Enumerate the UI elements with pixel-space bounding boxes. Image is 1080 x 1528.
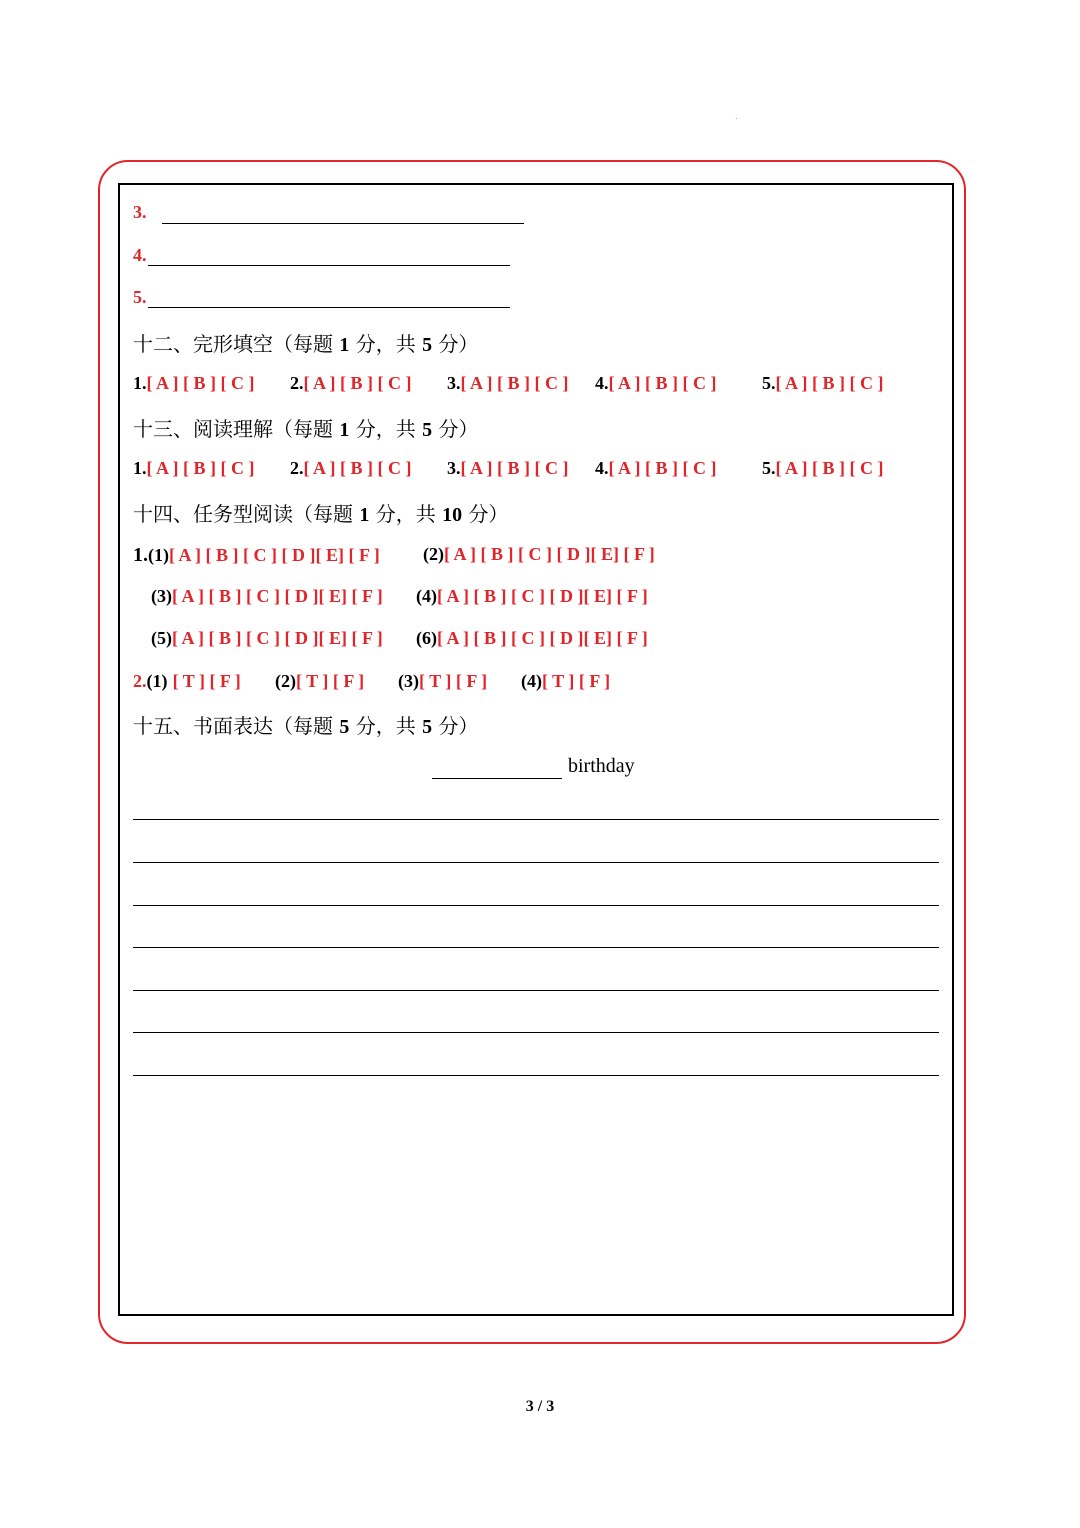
task-q2-item-2[interactable] (275, 671, 364, 692)
option-boxes[interactable]: [ A ] [ B ] [ C ] (146, 373, 255, 393)
heading-number: 5 (422, 419, 433, 441)
section-heading-13 (133, 413, 478, 442)
option-boxes[interactable]: [ A ] [ B ] [ C ] (608, 458, 717, 478)
question-number: 4. (595, 458, 609, 478)
option-boxes[interactable]: [ A ] [ B ] [ C ] (303, 373, 412, 393)
reading-option-4[interactable] (595, 458, 716, 479)
heading-number: 10 (442, 504, 463, 526)
writing-line[interactable] (133, 1032, 939, 1033)
heading-text: 分） (438, 332, 479, 356)
section-heading-12 (133, 328, 478, 357)
cloze-option-5[interactable] (762, 373, 883, 394)
option-boxes[interactable]: [ A ] [ B ] [ C ] (608, 373, 717, 393)
option-boxes[interactable]: [ A ] [ B ] [ C ] [ D ][ E] [ F ] (437, 628, 648, 648)
task-q1-item-5[interactable] (151, 628, 383, 649)
task-q1-item-3[interactable] (151, 586, 383, 607)
task-q2-item-3[interactable] (398, 671, 487, 692)
sub-question-number: (2) (423, 544, 444, 564)
question-number: 4. (595, 373, 609, 393)
writing-line[interactable] (133, 947, 939, 948)
option-boxes[interactable]: [ A ] [ B ] [ C ] [ D ][ E] [ F ] (444, 544, 655, 564)
writing-line[interactable] (133, 862, 939, 863)
tf-boxes[interactable]: [ T ] [ F ] (419, 671, 488, 691)
section-heading-15 (133, 710, 478, 739)
reading-option-2[interactable] (290, 458, 411, 479)
tf-boxes[interactable]: [ T ] [ F ] (542, 671, 611, 691)
task-q1-item-4[interactable] (416, 586, 648, 607)
page-number: 3 / 3 (525, 1398, 555, 1415)
question-number: 2. (290, 458, 304, 478)
heading-text: 十四、任务型阅读（每题 (133, 502, 353, 526)
cloze-option-1[interactable] (133, 373, 254, 394)
sub-question-number: (2) (275, 671, 296, 691)
task-q1-item-1[interactable] (133, 544, 380, 567)
stray-mark: . (735, 112, 738, 121)
blank-number: 3. (133, 202, 147, 222)
sub-question-number: (6) (416, 628, 437, 648)
heading-number: 1 (339, 419, 350, 441)
tf-boxes[interactable]: [ T ] [ F ] (172, 671, 241, 691)
blank-number: 4. (133, 245, 147, 265)
heading-text: 分，共 (355, 714, 416, 738)
heading-text: 分，共 (355, 417, 416, 441)
cloze-option-4[interactable] (595, 373, 716, 394)
heading-number: 1 (339, 334, 350, 356)
heading-number: 5 (339, 716, 350, 738)
task-q2-item-4[interactable] (521, 671, 610, 692)
question-number: 1. (133, 373, 147, 393)
question-number: 3. (447, 373, 461, 393)
blank-row-5 (133, 287, 147, 317)
heading-text: 十五、书面表达（每题 (133, 714, 333, 738)
heading-number: 5 (422, 716, 433, 738)
sub-question-number: (5) (151, 628, 172, 648)
writing-line[interactable] (133, 1075, 939, 1076)
composition-title-blank[interactable] (432, 758, 562, 779)
option-boxes[interactable]: [ A ] [ B ] [ C ] [ D ][ E] [ F ] (437, 586, 648, 606)
answer-line-5[interactable] (148, 307, 510, 308)
question-number: 3. (447, 458, 461, 478)
heading-number: 5 (422, 334, 433, 356)
question-number: 2. (133, 671, 147, 691)
option-boxes[interactable]: [ A ] [ B ] [ C ] (775, 458, 884, 478)
sub-question-number: (4) (416, 586, 437, 606)
reading-option-1[interactable] (133, 458, 254, 479)
heading-text: 分） (438, 714, 479, 738)
composition-title-word: birthday (568, 755, 635, 777)
answer-line-3[interactable] (162, 223, 524, 224)
question-number: 1. (133, 458, 147, 478)
option-boxes[interactable]: [ A ] [ B ] [ C ] (303, 458, 412, 478)
sub-question-number: (4) (521, 671, 542, 691)
heading-text: 分，共 (375, 502, 436, 526)
reading-option-5[interactable] (762, 458, 883, 479)
question-number: 1. (133, 544, 148, 566)
option-boxes[interactable]: [ A ] [ B ] [ C ] (146, 458, 255, 478)
heading-text: 十二、完形填空（每题 (133, 332, 333, 356)
blank-row-3 (133, 202, 147, 232)
task-q2-item-1[interactable] (133, 671, 241, 692)
heading-number: 1 (359, 504, 370, 526)
option-boxes[interactable]: [ A ] [ B ] [ C ] [ D ][ E] [ F ] (172, 628, 383, 648)
sub-question-number: (1) (148, 545, 169, 565)
option-boxes[interactable]: [ A ] [ B ] [ C ] [ D ][ E] [ F ] (169, 545, 380, 565)
cloze-option-3[interactable] (447, 373, 568, 394)
heading-text: 分，共 (355, 332, 416, 356)
question-number: 2. (290, 373, 304, 393)
option-boxes[interactable]: [ A ] [ B ] [ C ] (460, 458, 569, 478)
task-q1-item-2[interactable] (423, 544, 655, 565)
question-number: 5. (762, 373, 776, 393)
option-boxes[interactable]: [ A ] [ B ] [ C ] (775, 373, 884, 393)
section-heading-14 (133, 498, 508, 527)
task-q1-item-6[interactable] (416, 628, 648, 649)
sub-question-number: (3) (151, 586, 172, 606)
tf-boxes[interactable]: [ T ] [ F ] (296, 671, 365, 691)
option-boxes[interactable]: [ A ] [ B ] [ C ] [ D ][ E] [ F ] (172, 586, 383, 606)
blank-number: 5. (133, 287, 147, 307)
writing-line[interactable] (133, 990, 939, 991)
sub-question-number: (1) (146, 671, 168, 691)
writing-line[interactable] (133, 819, 939, 820)
writing-line[interactable] (133, 905, 939, 906)
heading-text: 分） (438, 417, 479, 441)
reading-option-3[interactable] (447, 458, 568, 479)
cloze-option-2[interactable] (290, 373, 411, 394)
heading-text: 十三、阅读理解（每题 (133, 417, 333, 441)
answer-line-4[interactable] (148, 265, 510, 266)
question-number: 5. (762, 458, 776, 478)
sub-question-number: (3) (398, 671, 419, 691)
option-boxes[interactable]: [ A ] [ B ] [ C ] (460, 373, 569, 393)
heading-text: 分） (468, 502, 509, 526)
blank-row-4 (133, 245, 147, 275)
